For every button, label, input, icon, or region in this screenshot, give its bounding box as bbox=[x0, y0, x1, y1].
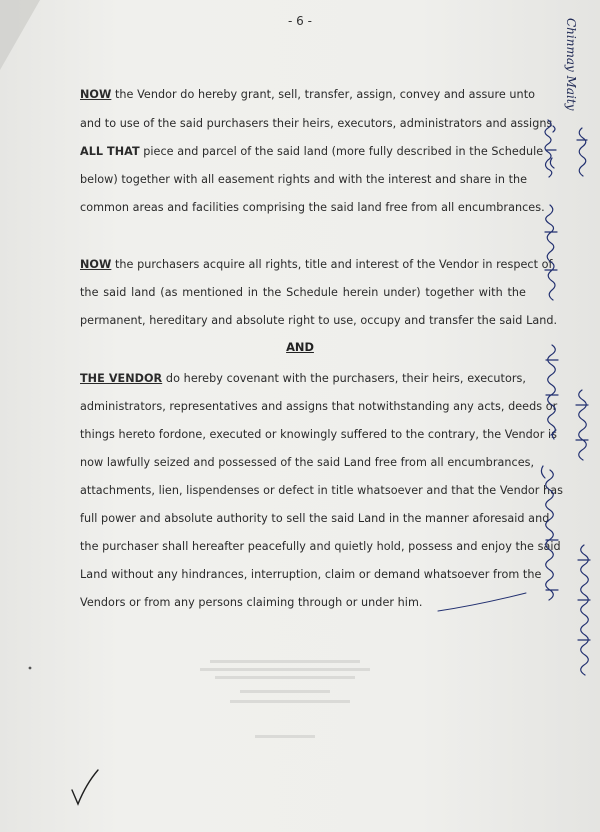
paragraph-1-line-5: common areas and facilities comprising the said land free from all encumbrances. bbox=[80, 201, 545, 214]
and-heading: AND bbox=[286, 340, 314, 354]
pen-underline-stroke bbox=[438, 593, 526, 611]
lead-word-now: NOW bbox=[80, 88, 112, 101]
paragraph-3-line-5: attachments, lien, lispendenses or defect in title whatsoever and that the Vendor has bbox=[80, 484, 563, 497]
speck bbox=[29, 667, 32, 670]
paragraph-3-line-2: administrators, representatives and assigns that notwithstanding any acts, deeds or bbox=[80, 400, 558, 413]
paragraph-2-line-1: NOW the purchasers acquire all rights, title and interest of the Vendor in respect of bbox=[80, 258, 553, 271]
show-through-ghost-text bbox=[200, 660, 370, 738]
bengali-signature-3 bbox=[546, 345, 558, 439]
paragraph-2-line-3: permanent, hereditary and absolute right to use, occupy and transfer the said Land. bbox=[80, 314, 558, 327]
paragraph-3-line-3: things hereto fordone, executed or knowingly suffered to the contrary, the Vendor is bbox=[80, 428, 557, 441]
paragraph-1-line-1: NOW the Vendor do hereby grant, sell, transfer, assign, convey and assure unto bbox=[80, 88, 536, 101]
lead-word-now: NOW bbox=[80, 258, 112, 271]
bengali-signature-6 bbox=[576, 390, 588, 460]
paragraph-3-line-4: now lawfully seized and possessed of the said Land free from all encumbrances, bbox=[80, 456, 535, 469]
tick-mark bbox=[72, 770, 98, 804]
signature-chinmay-maity: Chinmay Maity bbox=[564, 18, 578, 111]
paragraph-2-line-2: the said land (as mentioned in the Schedule herein under) together with the bbox=[80, 286, 526, 299]
paragraph-1-line-4: below) together with all easement rights and with the interest and share in the bbox=[80, 173, 528, 186]
paragraph-1-line-2: and to use of the said purchasers their heirs, executors, administrators and assigns bbox=[80, 117, 553, 130]
bengali-signature-5 bbox=[577, 128, 587, 176]
lead-all-that: ALL THAT bbox=[80, 145, 140, 158]
paragraph-3-line-6: full power and absolute authority to sell the said Land in the manner aforesaid and bbox=[80, 512, 550, 525]
bengali-signature-4 bbox=[541, 466, 558, 600]
bengali-signature-1 bbox=[545, 120, 556, 177]
paragraph-3-line-1: THE VENDOR do hereby covenant with the purchasers, their heirs, executors, bbox=[80, 372, 526, 385]
paragraph-3-line-7: the purchaser shall hereafter peacefully and quietly hold, possess and enjoy the said bbox=[80, 540, 561, 553]
paragraph-3-line-8: Land without any hindrances, interruption, claim or demand whatsoever from the bbox=[80, 568, 542, 581]
bengali-signature-7 bbox=[578, 545, 590, 675]
bengali-signature-2 bbox=[545, 205, 557, 300]
lead-the-vendor: THE VENDOR bbox=[80, 372, 163, 385]
paragraph-3-line-9: Vendors or from any persons claiming through or under him. bbox=[80, 596, 423, 609]
paragraph-1-line-3: ALL THAT piece and parcel of the said land (more fully described in the Schedule bbox=[80, 145, 544, 158]
page-number: - 6 - bbox=[288, 14, 312, 28]
